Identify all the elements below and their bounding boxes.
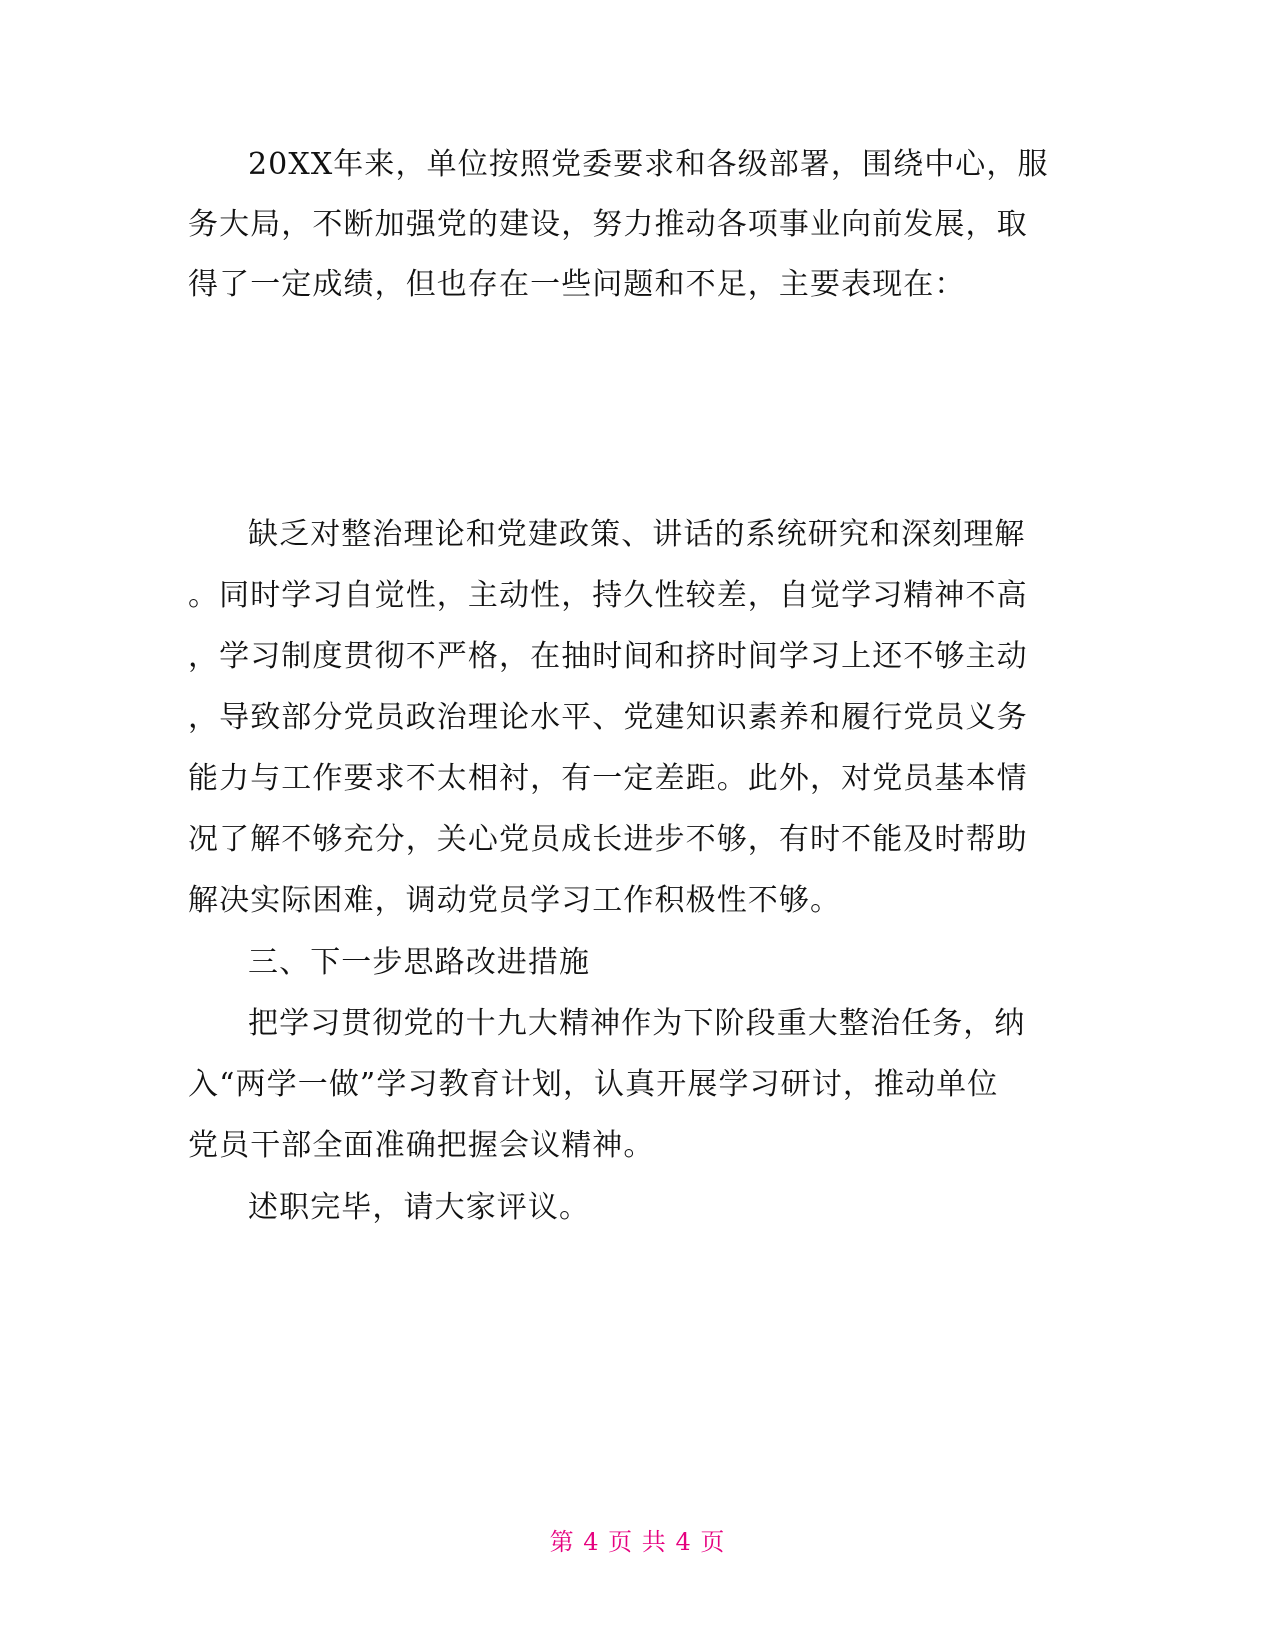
- paragraph-line: 务大局，不断加强党的建设，努力推动各项事业向前发展，取: [188, 207, 1028, 242]
- paragraph-line: ，学习制度贯彻不严格，在抽时间和挤时间学习上还不够主动: [188, 639, 1028, 674]
- paragraph-line: 能力与工作要求不太相衬，有一定差距。此外，对党员基本情: [188, 761, 1028, 796]
- paragraph-line: 。同时学习自觉性，主动性，持久性较差，自觉学习精神不高: [188, 578, 1028, 613]
- paragraph-line: 得了一定成绩，但也存在一些问题和不足，主要表现在：: [188, 267, 966, 302]
- paragraph-line: 20XX年来，单位按照党委要求和各级部署，围绕中心，服: [248, 147, 1049, 182]
- paragraph-line: 述职完毕，请大家评议。: [248, 1190, 591, 1225]
- paragraph-line: 党员干部全面准确把握会议精神。: [188, 1128, 655, 1163]
- paragraph-line: 解决实际困难，调动党员学习工作积极性不够。: [188, 883, 842, 918]
- section-heading: 三、下一步思路改进措施: [248, 945, 591, 980]
- paragraph-line: 况了解不够充分，关心党员成长进步不够，有时不能及时帮助: [188, 822, 1028, 857]
- paragraph-line: 把学习贯彻党的十九大精神作为下阶段重大整治任务，纳: [248, 1006, 1026, 1041]
- paragraph-line: 缺乏对整治理论和党建政策、讲话的系统研究和深刻理解: [248, 517, 1026, 552]
- paragraph-line: ，导致部分党员政治理论水平、党建知识素养和履行党员义务: [188, 700, 1028, 735]
- paragraph-line: 入“两学一做”学习教育计划，认真开展学习研讨，推动单位: [188, 1067, 999, 1102]
- page-number-footer: 第 4 页 共 4 页: [549, 1528, 726, 1556]
